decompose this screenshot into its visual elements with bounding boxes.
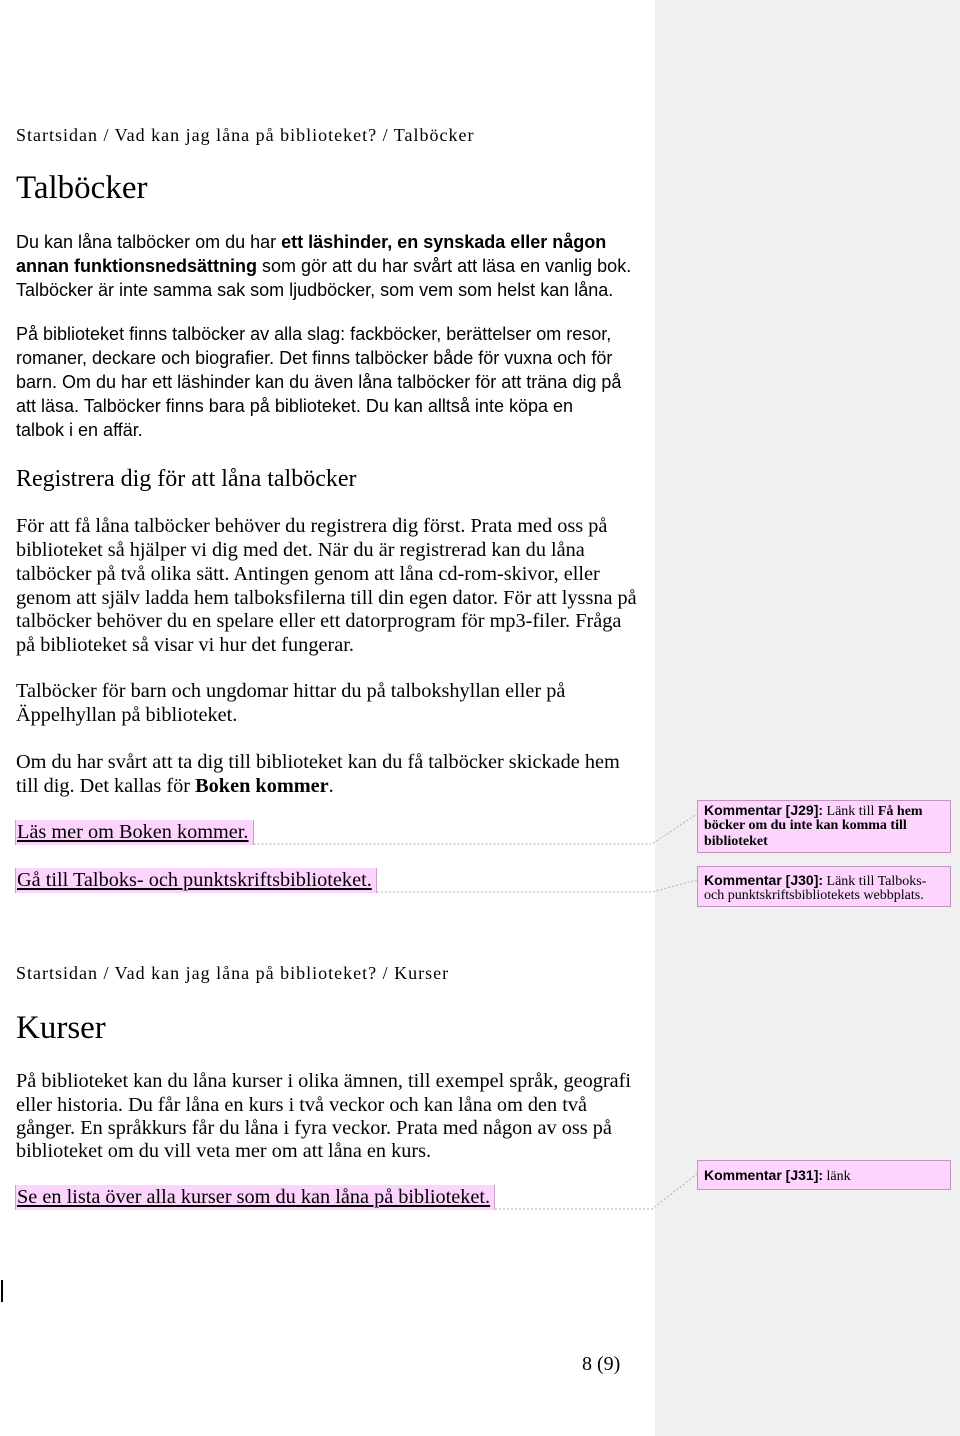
change-bar — [1, 1280, 3, 1302]
paragraph-line: på biblioteket så visar vi hur det fungerar. — [16, 634, 354, 656]
comment-line — [704, 802, 944, 818]
bold-text-run: annan funktionsnedsättning — [16, 256, 257, 276]
page-title: Talböcker — [16, 170, 148, 206]
text-run: Talböcker är inte samma sak som ljudböcker, som vem som helst kan låna. — [16, 280, 614, 300]
paragraph-line: För att få låna talböcker behöver du registrera dig först. Prata med oss på — [16, 515, 608, 537]
bold-text-run: ett läshinder, en synskada eller någon — [281, 232, 607, 252]
comment-balloon-j29[interactable] — [697, 800, 951, 853]
comment-balloon-j30[interactable] — [697, 866, 951, 907]
page-number: 8 (9) — [582, 1353, 621, 1375]
paragraph-line: På biblioteket kan du låna kurser i olika ämnen, till exempel språk, geografi — [16, 1070, 632, 1092]
comment-line — [704, 834, 944, 850]
breadcrumb: Startsidan / Vad kan jag låna på biblioteket? / Kurser — [16, 963, 450, 983]
text-run: som gör att du har svårt att läsa en vanlig bok. — [257, 256, 632, 276]
paragraph-line: talböcker på två olika sätt. Antingen genom att låna cd-rom-skivor, eller — [16, 563, 600, 585]
comment-label: Kommentar [J29]: — [704, 802, 824, 818]
paragraph-line — [16, 230, 606, 254]
comment-text: länk — [826, 1169, 851, 1184]
paragraph-line — [16, 278, 613, 302]
paragraph-line: att läsa. Talböcker finns bara på biblioteket. Du kan alltså inte köpa en — [16, 396, 574, 416]
paragraph-line: barn. Om du har ett läshinder kan du även låna talböcker för att träna dig på — [16, 372, 622, 392]
comment-balloon-j31[interactable] — [697, 1160, 951, 1190]
page-title: Kurser — [16, 1010, 106, 1046]
paragraph-line: genom att själv ladda hem talboksfilerna till din egen dator. För att lyssna på — [16, 587, 637, 609]
comment-line — [704, 872, 944, 888]
paragraph-line: Äppelhyllan på biblioteket. — [16, 704, 238, 726]
paragraph-line: eller historia. Du får låna en kurs i två veckor och kan låna om den två — [16, 1094, 588, 1116]
paragraph-line: Talböcker för barn och ungdomar hittar du på talbokshyllan eller på — [16, 680, 566, 702]
paragraph-line — [16, 774, 334, 798]
paragraph-line: På biblioteket finns talböcker av alla slag: fackböcker, berättelser om resor, — [16, 324, 612, 344]
paragraph-line: gånger. En språkkurs får du låna i fyra veckor. Prata med någon av oss på — [16, 1117, 612, 1139]
text-run: till dig. Det kallas för — [16, 775, 196, 797]
comment-bold-text: biblioteket — [704, 834, 768, 849]
comment-connector-j29 — [254, 814, 697, 844]
comment-bold-text: Få hem — [877, 804, 923, 819]
text-run: . — [328, 775, 334, 797]
paragraph-line: biblioteket om du vill veta mer om att låna en kurs. — [16, 1140, 432, 1162]
breadcrumb: Startsidan / Vad kan jag låna på biblioteket? / Talböcker — [16, 125, 475, 145]
paragraph-line: talbok i en affär. — [16, 420, 143, 440]
boken-kommer-link[interactable]: Läs mer om Boken kommer. — [15, 820, 254, 845]
text-run: Om du har svårt att ta dig till biblioteket kan du få talböcker skickade hem — [16, 751, 620, 773]
comment-label: Kommentar [J30]: — [704, 872, 824, 888]
comment-label: Kommentar [J31]: — [704, 1167, 824, 1183]
comment-connector-j30 — [377, 880, 697, 892]
comment-line — [704, 1167, 944, 1183]
comment-line — [704, 888, 944, 904]
bold-text-run: Boken kommer — [195, 775, 329, 797]
paragraph-line: romaner, deckare och biografier. Det finns talböcker både för vuxna och för — [16, 348, 613, 368]
comment-bold-text: böcker om du inte kan komma till — [704, 818, 907, 833]
talboksbiblioteket-link[interactable]: Gå till Talboks- och punktskriftsbiblioteket. — [15, 868, 377, 893]
paragraph-line — [16, 254, 631, 278]
comment-text: och punktskriftsbibliotekets webbplats. — [704, 888, 924, 903]
comment-text: Länk till Talboks- — [826, 874, 927, 889]
comment-text: Länk till — [826, 804, 875, 819]
kurser-list-link[interactable]: Se en lista över alla kurser som du kan låna på biblioteket. — [15, 1185, 495, 1210]
paragraph-line: talböcker behöver du en spelare eller ett datorprogram för mp3-filer. Fråga — [16, 610, 622, 632]
paragraph-line: biblioteket så hjälper vi dig med det. När du är registrerad kan du låna — [16, 539, 585, 561]
comment-margin-panel — [655, 0, 960, 1436]
section-heading: Registrera dig för att låna talböcker — [16, 466, 357, 492]
text-run: Du kan låna talböcker om du har — [16, 232, 282, 252]
comment-line — [704, 818, 944, 834]
paragraph-line — [16, 750, 620, 774]
